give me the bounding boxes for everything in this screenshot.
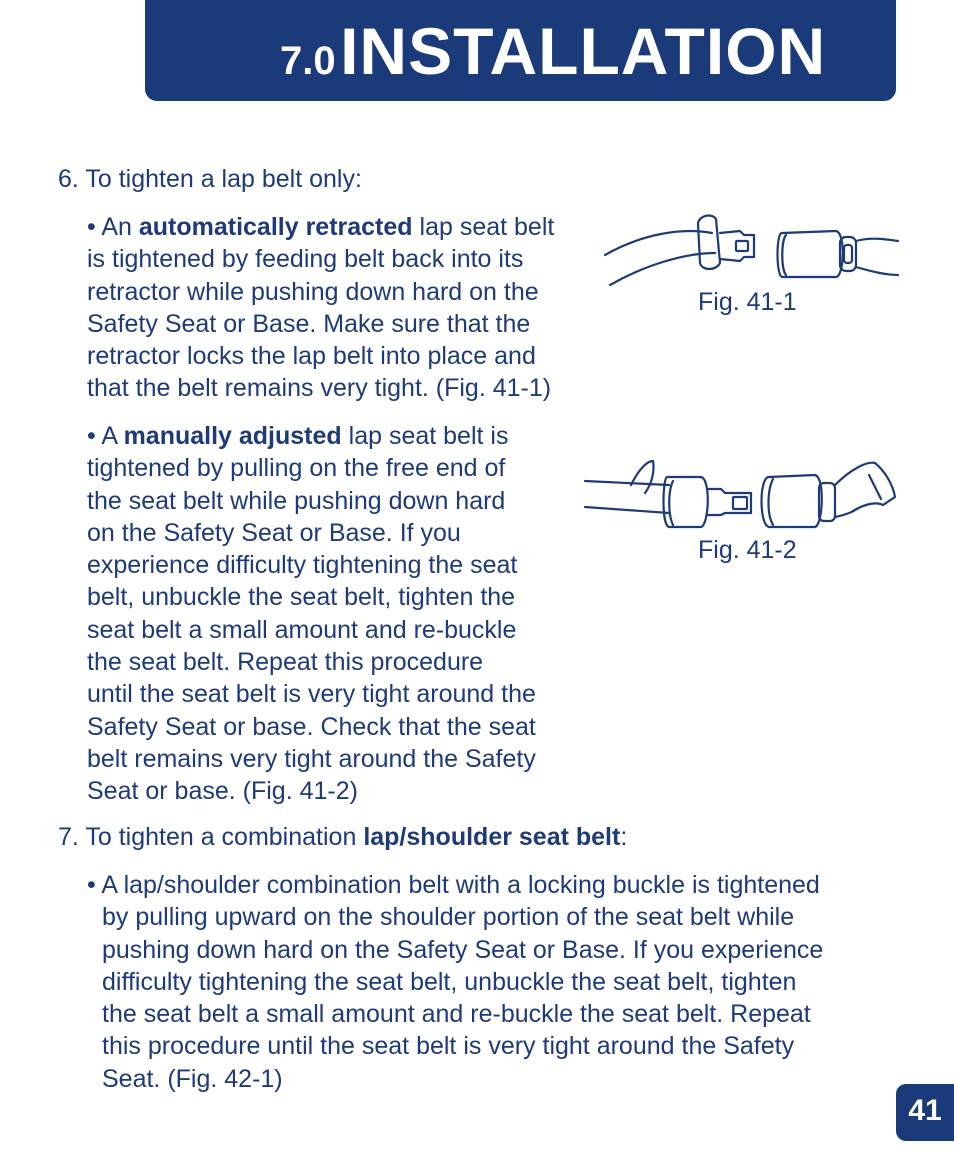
bullet-line: belt, unbuckle the seat belt, tighten the (87, 583, 516, 612)
section-number: 7.0 (280, 39, 336, 83)
page-number: 41 (908, 1094, 942, 1127)
bullet-line: that the belt remains very tight. (Fig. 41-1) (87, 374, 552, 403)
bullet-manual-adjust (87, 420, 632, 808)
figure-41-1-caption: Fig. 41-1 (698, 288, 797, 316)
step-7-heading: 7. To tighten a combination lap/shoulder seat belt: (58, 823, 628, 851)
bullet-line: is tightened by feeding belt back into its (87, 245, 524, 274)
figure-41-1-belt-illustration (600, 205, 900, 295)
bold-term: automatically retracted (138, 213, 413, 241)
bullet-line: this procedure until the seat belt is very tight around the Safety (102, 1032, 795, 1061)
section-title-text: INSTALLATION (340, 14, 827, 88)
step-6-heading: 6. To tighten a lap belt only: (58, 165, 362, 193)
section-header-banner (145, 0, 896, 101)
bullet-line: Seat. (Fig. 42-1) (102, 1064, 283, 1093)
bullet-line: the seat belt while pushing down hard (87, 486, 506, 515)
bullet-automatic-retractor (87, 211, 632, 405)
figure-41-2-caption: Fig. 41-2 (698, 536, 797, 564)
bullet-line: on the Safety Seat or Base. If you (87, 518, 461, 547)
bullet-line: retractor locks the lap belt into place and (87, 342, 536, 371)
bullet-line: the seat belt a small amount and re-buckle the seat belt. Repeat (102, 1000, 811, 1029)
bullet-lap-shoulder (87, 869, 937, 1095)
bullet-line: • A lap/shoulder combination belt with a locking buckle is tightened (87, 871, 820, 899)
bullet-line: the seat belt. Repeat this procedure (87, 648, 484, 677)
bullet-line: Seat or base. (Fig. 41-2) (87, 777, 358, 806)
figure-41-2-belt-illustration (583, 455, 898, 535)
bullet-line: Safety Seat or Base. Make sure that the (87, 309, 531, 338)
bullet-line: belt remains very tight around the Safety (87, 744, 536, 773)
bullet-line: • An automatically retracted lap seat belt (87, 213, 555, 241)
bullet-line: pushing down hard on the Safety Seat or Base. If you experience (102, 935, 824, 964)
bold-term: lap/shoulder seat belt (363, 823, 621, 851)
bullet-line: by pulling upward on the shoulder portion of the seat belt while (102, 903, 795, 932)
bullet-line: Safety Seat or base. Check that the seat (87, 712, 536, 741)
bullet-line: tightened by pulling on the free end of (87, 454, 506, 483)
bold-term: manually adjusted (123, 422, 342, 450)
bullet-line: difficulty tightening the seat belt, unbuckle the seat belt, tighten (102, 967, 797, 996)
bullet-line: • A manually adjusted lap seat belt is (87, 422, 509, 450)
bullet-line: until the seat belt is very tight around the (87, 680, 536, 709)
page-number-tab (896, 1084, 954, 1141)
bullet-line: experience difficulty tightening the seat (87, 551, 518, 580)
bullet-line: retractor while pushing down hard on the (87, 277, 539, 306)
section-title (280, 14, 827, 88)
bullet-line: seat belt a small amount and re-buckle (87, 615, 517, 644)
